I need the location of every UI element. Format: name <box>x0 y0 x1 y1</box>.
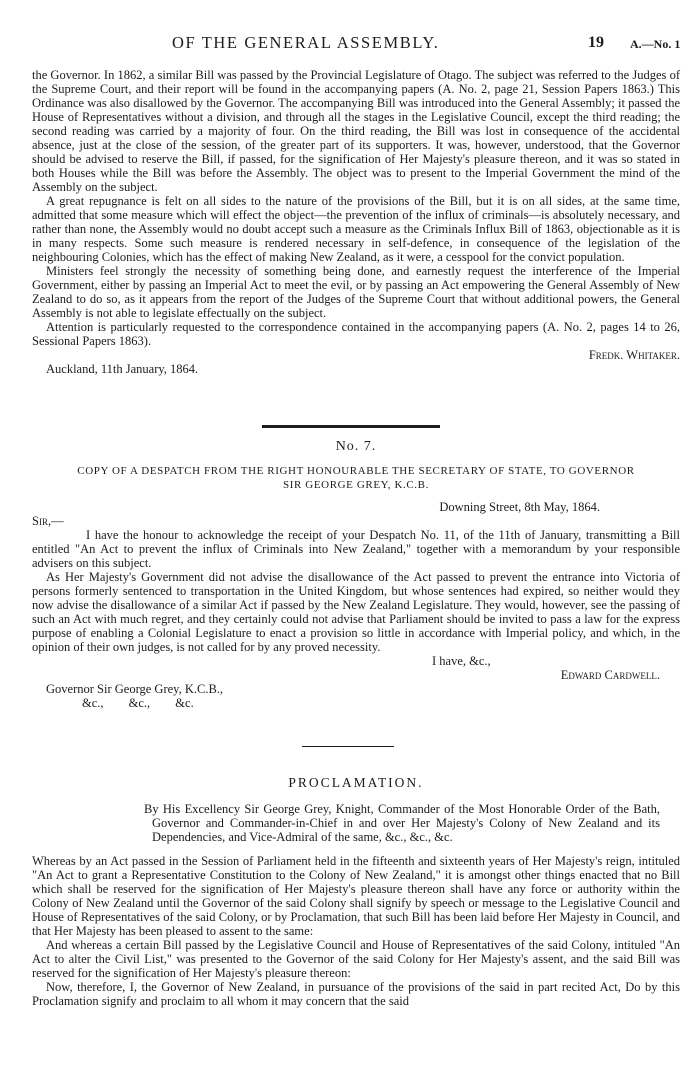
dispatch-section <box>32 440 680 710</box>
dispatch-paragraph: As Her Majesty's Government did not advise the disallowance of the Act passed to prevent the entrance into Victoria of persons formerly sentenced to transportation in the United Kingdom, but whose sentences had expired, so neither would they now advise the disallowance of a similar Act if passed by the New Zealand Legislature. They would, however, see the passing of such an Act with much regret, and they certainly could not advise that Parliament should be invited to pass a law for the express purpose of enabling a Colonial Legislature to enact a provision so little in accordance with Imperial policy, and which, in the opinion of their own judges, is not called for by any proved necessity. <box>32 570 680 654</box>
proclamation-by-line: By His Excellency Sir George Grey, Knight, Commander of the Most Honorable Order of the Bath, Governor and Commander-in-Chief in and over Her Majesty's Colony of New Zealand and its Dependencies, and Vice-Admiral of the same, &c., &c., &c. <box>144 802 660 844</box>
dispatch-heading-addressee: SIR GEORGE GREY, K.C.B. <box>283 479 429 491</box>
proclamation-paragraph: Whereas by an Act passed in the Session of Parliament held in the fifteenth and sixteenth years of Her Majesty's reign, intituled "An Act to grant a Representative Constitution to the Colony of New Zealand," it is amongst other things enacted that no Bill which shall be reserved for the signification of Her Majesty's pleasure thereon shall have any force or authority within the Colony of New Zealand until the Governor of the said Colony shall signify by speech or message to the Legislative Council and House of Representatives of the said Colony, or by Proclamation, that such Bill has been laid before Her Majesty in Council, and that Her Majesty has been pleased to assent to the same: <box>32 854 680 938</box>
section-divider <box>302 746 394 747</box>
proclamation-paragraph: And whereas a certain Bill passed by the Legislative Council and House of Representatives of the said Colony, intituled "An Act to alter the Civil List," was presented to the Governor of the said Colony for Her Majesty's assent, and the said Bill was reserved for the signification of Her Majesty's pleasure thereon: <box>32 938 680 980</box>
dispatch-number: No. 7. <box>335 439 377 454</box>
memo-paragraph: the Governor. In 1862, a similar Bill was passed by the Provincial Legislature of Otago. The subject was referred to the Judges of the Supreme Court, and their report will be found in the accompanying papers (A. No. 2, page 21, Session Papers 1863.) This Ordinance was also disallowed by the Governor. The accompanying Bill was introduced into the General Assembly; it passed the House of Representatives without a division, and through all the stages in the Legislative Council, except the third reading; the second reading was carried by a majority of four. On the third reading, the Bill was lost in consequence of the accidental absence, just at the close of the session, of the greater part of its supporters. It was, however, understood, that the Governor should be advised to reserve the Bill, if passed, for the signification of Her Majesty's pleasure thereon, and it was so stated in both Houses while the Bill was before the Assembly. The object was to present to the Imperial Government the mind of the Assembly on the subject. <box>32 68 680 194</box>
dispatch-addressee: Governor Sir George Grey, K.C.B., <box>46 682 224 696</box>
memo-paragraph: Ministers feel strongly the necessity of something being done, and earnestly request the interference of the Imperial Government, either by passing an Imperial Act to meet the evil, or by passing an Act empowering the General Assembly of New Zealand to do so, as it appears from the report of the Judges of the Supreme Court that without additional powers, the General Assembly is not able to legislate effectually on the subject. <box>32 264 680 320</box>
dispatch-etc: &c., &c., &c. <box>82 696 194 710</box>
dispatch-signature: Edward Cardwell. <box>560 668 660 682</box>
dispatch-paragraph: I have the honour to acknowledge the receipt of your Despatch No. 11, of the 11th of January, transmitting a Bill entitled "An Act to prevent the influx of Criminals into New Zealand," together with a memorandum by your responsible advisers on this subject. <box>32 528 680 570</box>
running-title: OF THE GENERAL ASSEMBLY. <box>172 33 440 52</box>
memorandum-section <box>32 68 680 376</box>
dispatch-dateline: Downing Street, 8th May, 1864. <box>439 500 600 514</box>
proclamation-section <box>32 776 680 1008</box>
page-header <box>32 33 681 60</box>
section-divider <box>262 425 440 428</box>
memo-signature: Fredk. Whitaker. <box>588 348 680 362</box>
dispatch-closing: I have, &c., <box>432 654 491 668</box>
dispatch-heading: COPY OF A DESPATCH FROM THE RIGHT HONOURABLE THE SECRETARY OF STATE, TO GOVERNOR <box>77 465 635 477</box>
proclamation-paragraph: Now, therefore, I, the Governor of New Zealand, in pursuance of the provisions of the said in part recited Act, Do by this Proclamation signify and proclaim to all whom it may concern that the said <box>32 980 680 1008</box>
dispatch-salutation: Sir,— <box>32 514 64 528</box>
page-number: 19 <box>588 34 604 51</box>
memo-place-date: Auckland, 11th January, 1864. <box>46 362 199 376</box>
document-reference: A.—No. 1 <box>630 37 681 51</box>
memo-paragraph: Attention is particularly requested to the correspondence contained in the accompanying papers (A. No. 2, pages 14 to 26, Sessional Papers 1863). <box>32 320 680 348</box>
memo-paragraph: A great repugnance is felt on all sides to the nature of the provisions of the Bill, but it is on all sides, at the same time, admitted that some measure which will effect the object—the prevention of the influx of criminals—is absolutely necessary, and rather than none, the Assembly would no doubt accept such a measure as the Criminals Influx Bill of 1863, objectionable as it is in many respects. Some such measure is rendered necessary in self-defence, in consequence of the legislation of the neighbouring Colonies, which has the effect of making New Zealand, as it were, a cesspool for the convict population. <box>32 194 680 264</box>
proclamation-title: PROCLAMATION. <box>288 775 424 790</box>
